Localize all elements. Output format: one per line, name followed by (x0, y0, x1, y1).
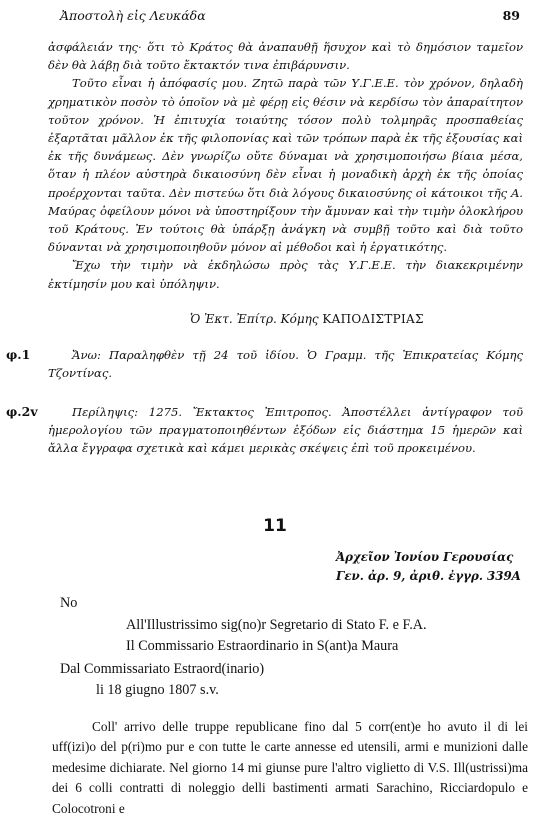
document-number-label: No (60, 595, 78, 611)
page-number: 89 (502, 8, 520, 23)
date-line: li 18 giugno 1807 s.v. (96, 682, 219, 698)
doc10-paragraph-1: ἀσφάλειάν της· ὅτι τὸ Κράτος θὰ ἀναπαυθῇ ἥσυχον καὶ τὸ δημόσιον ταμεῖον δὲν θὰ λάβῃ διὰ τοῦτο ἔκτακτόν τινα ἐπιβάρυνσιν. (48, 40, 523, 73)
running-title: Ἀποστολὴ εἰς Λευκάδα (60, 8, 206, 23)
note-summary: Περίληψις: 1275. Ἔκτακτος Ἐπιτροπος. Ἀποστέλλει ἀντίγραφον τοῦ ἡμερολογίου τῶν πραγματοποιηθέντων ἐξόδων εἰς διάστημα 15 ἡμερῶν καὶ ἄλλα ἔγγραφα σχετικὰ καὶ κάμει μερικὰς σκέψεις ἐπὶ τοῦ προκειμένου. (48, 405, 523, 456)
signature-prefix: Ὁ Ἐκτ. Ἐπίτρ. Κόμης (190, 312, 319, 326)
document-10-text (48, 38, 523, 293)
archive-source-line-1: Ἀρχεῖον Ἰονίου Γερουσίας (336, 550, 514, 564)
archive-source-line-2: Γεν. ἀρ. 9, ἀριθ. ἐγγρ. 339Α (336, 569, 521, 583)
doc10-paragraph-2: Τοῦτο εἶναι ἡ ἀπόφασίς μου. Ζητῶ παρὰ τῶν Υ.Γ.Ε.Ε. τὸν χρόνον, δηλαδὴ χρηματικὸν ποσὸν τὸ ὁποῖον νὰ μὲ φέρῃ εἰς θέσιν νὰ κερδίσω τὸν ἀπαραίτητον τοῦτον χρόνον. Ἡ ἐπιτυχία τοιαύτης τόσον πολὺ τολμηρᾶς προσπαθείας ἐξαρτᾶται μᾶλλον ἐκ τῆς φιλοπονίας καὶ τῶν τρόπων παρὰ ἐκ τῆς ἐξουσίας καὶ ἐκ τῆς δυνάμεως. Δὲν γνωρίζω οὔτε δύναμαι νὰ χρησιμοποιήσω βίαια μέσα, ὅταν ἡ πλέον αὐστηρὰ δικαιοσύνη δὲν εἶναι ἡ μοναδικὴ ἀρχὴ ἐκ τῆς ὁποίας προέρχονται ταῦτα. Δὲν πιστεύω ὅτι διὰ λόγους δικαιοσύνης οἱ κάτοικοι τῆς Α. Μαύρας ὀφείλουν μόνοι νὰ ὑποστηρίξουν τὴν ἄμυναν καὶ τὴν τιμὴν ὁλοκλήρου τοῦ Κράτους. Ἐν τούτοις θὰ ὑπάρξῃ ἀνάγκη νὰ συμβῇ τοῦτο καὶ διὰ τοῦτο δύνανται νὰ χρησιμοποιηθοῦν μόνον αἱ μέθοδοι καὶ ἡ ἐργατικότης. (48, 76, 523, 255)
note-received: Ἄνω: Παραληφθὲν τῇ 24 τοῦ ἰδίου. Ὁ Γραμμ. τῆς Ἐπικρατείας Κόμης Τζοντίνας. (48, 348, 523, 381)
folio-mark-1: φ.1 (6, 347, 31, 362)
section-number: 11 (263, 516, 287, 536)
document-11-body (52, 717, 528, 819)
doc11-paragraph-1: Coll' arrivo delle truppe republicane fino dal 5 corr(ent)e ho avuto il di lei uff(izi)o del p(ri)mo pur e con tutte le carte annesse ed utensili, armi e munizioni dalle medesime dichiarate. Nel giorno 14 mi giunse pure l'altro viglietto di V.S. Ill(ustrissi)ma dei 6 colli contratti di noleggio delli bastimenti armati Sarachino, Ricciardopulo e Colocotroni e (52, 719, 528, 816)
signature-name: ΚΑΠΟΔΙΣΤΡΙΑΣ (322, 312, 424, 326)
addressee-line-1: All'Illustrissimo sig(no)r Segretario di Stato F. e F.A. (126, 617, 427, 633)
addressee-line-2: Il Commissario Estraordinario in S(ant)a Maura (126, 638, 399, 654)
signature (190, 312, 424, 326)
place-line: Dal Commissariato Estraord(inario) (60, 661, 265, 677)
doc10-paragraph-3: Ἔχω τὴν τιμὴν νὰ ἐκδηλώσω πρὸς τὰς Υ.Γ.Ε.Ε. τὴν διακεκριμένην ἐκτίμησίν μου καὶ ὑπόληψιν. (48, 258, 523, 291)
folio-mark-2: φ.2v (6, 404, 38, 419)
running-header (60, 8, 520, 26)
